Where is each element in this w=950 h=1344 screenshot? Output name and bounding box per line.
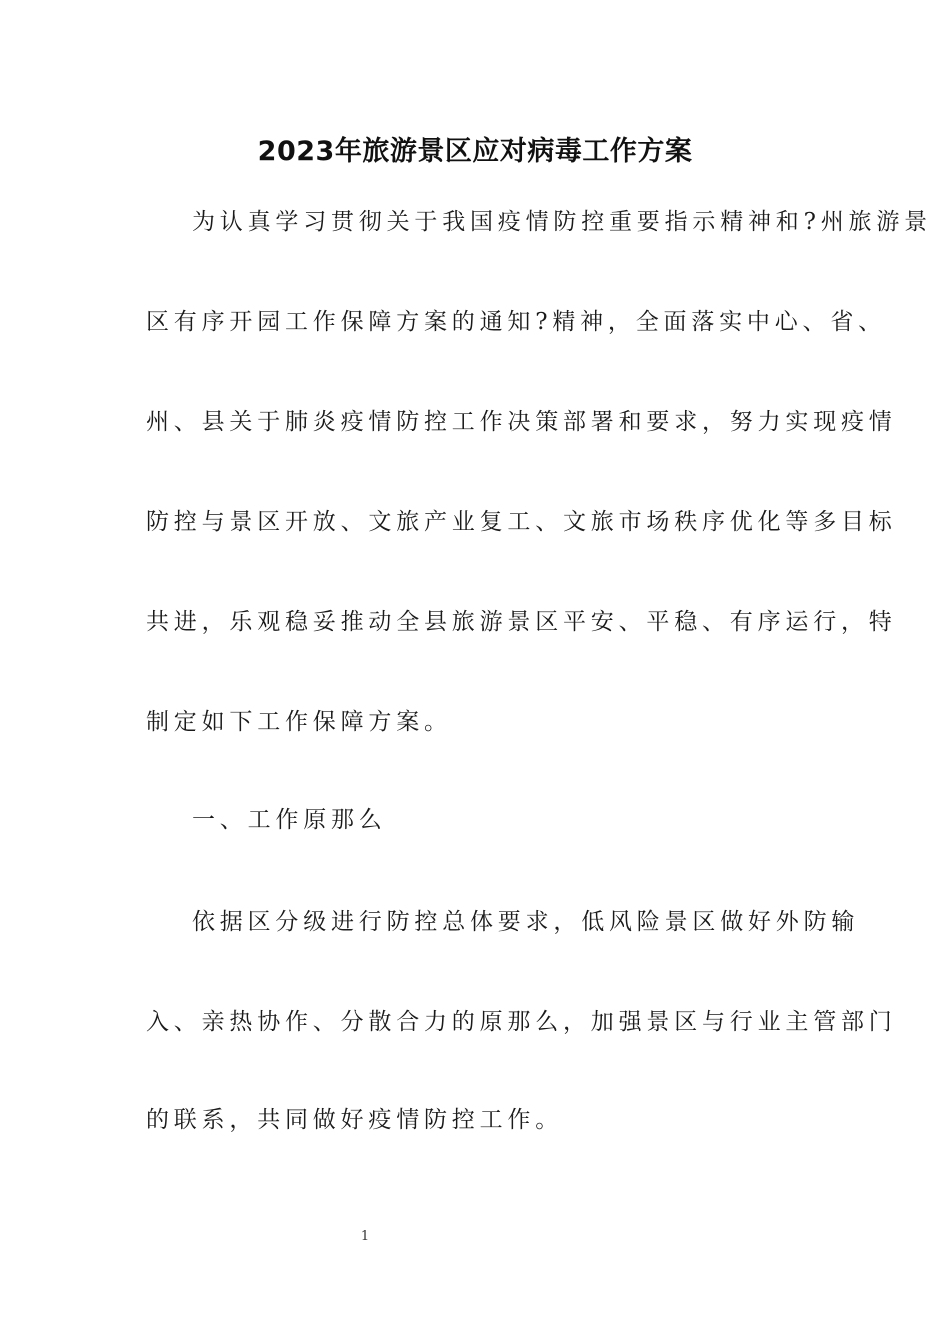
paragraph-line: 入、亲热协作、分散合力的原那么，加强景区与行业主管部门 [146, 1009, 897, 1035]
page-number: 1 [360, 1229, 370, 1244]
paragraph-line: 共进，乐观稳妥推动全县旅游景区平安、平稳、有序运行，特 [146, 609, 897, 635]
paragraph-line: 依据区分级进行防控总体要求，低风险景区做好外防输 [192, 909, 860, 935]
paragraph-line: 的联系，共同做好疫情防控工作。 [146, 1107, 563, 1133]
document-title: 2023年旅游景区应对病毒工作方案 [257, 136, 693, 167]
paragraph-line: 为认真学习贯彻关于我国疫情防控重要指示精神和?州旅游景 [192, 209, 932, 235]
paragraph-line: 州、县关于肺炎疫情防控工作决策部署和要求，努力实现疫情 [146, 409, 897, 435]
section-heading: 一、工作原那么 [192, 807, 387, 833]
paragraph-line: 制定如下工作保障方案。 [146, 709, 452, 735]
paragraph-line: 区有序开园工作保障方案的通知?精神，全面落实中心、省、 [146, 309, 886, 335]
paragraph-line: 防控与景区开放、文旅产业复工、文旅市场秩序优化等多目标 [146, 509, 897, 535]
